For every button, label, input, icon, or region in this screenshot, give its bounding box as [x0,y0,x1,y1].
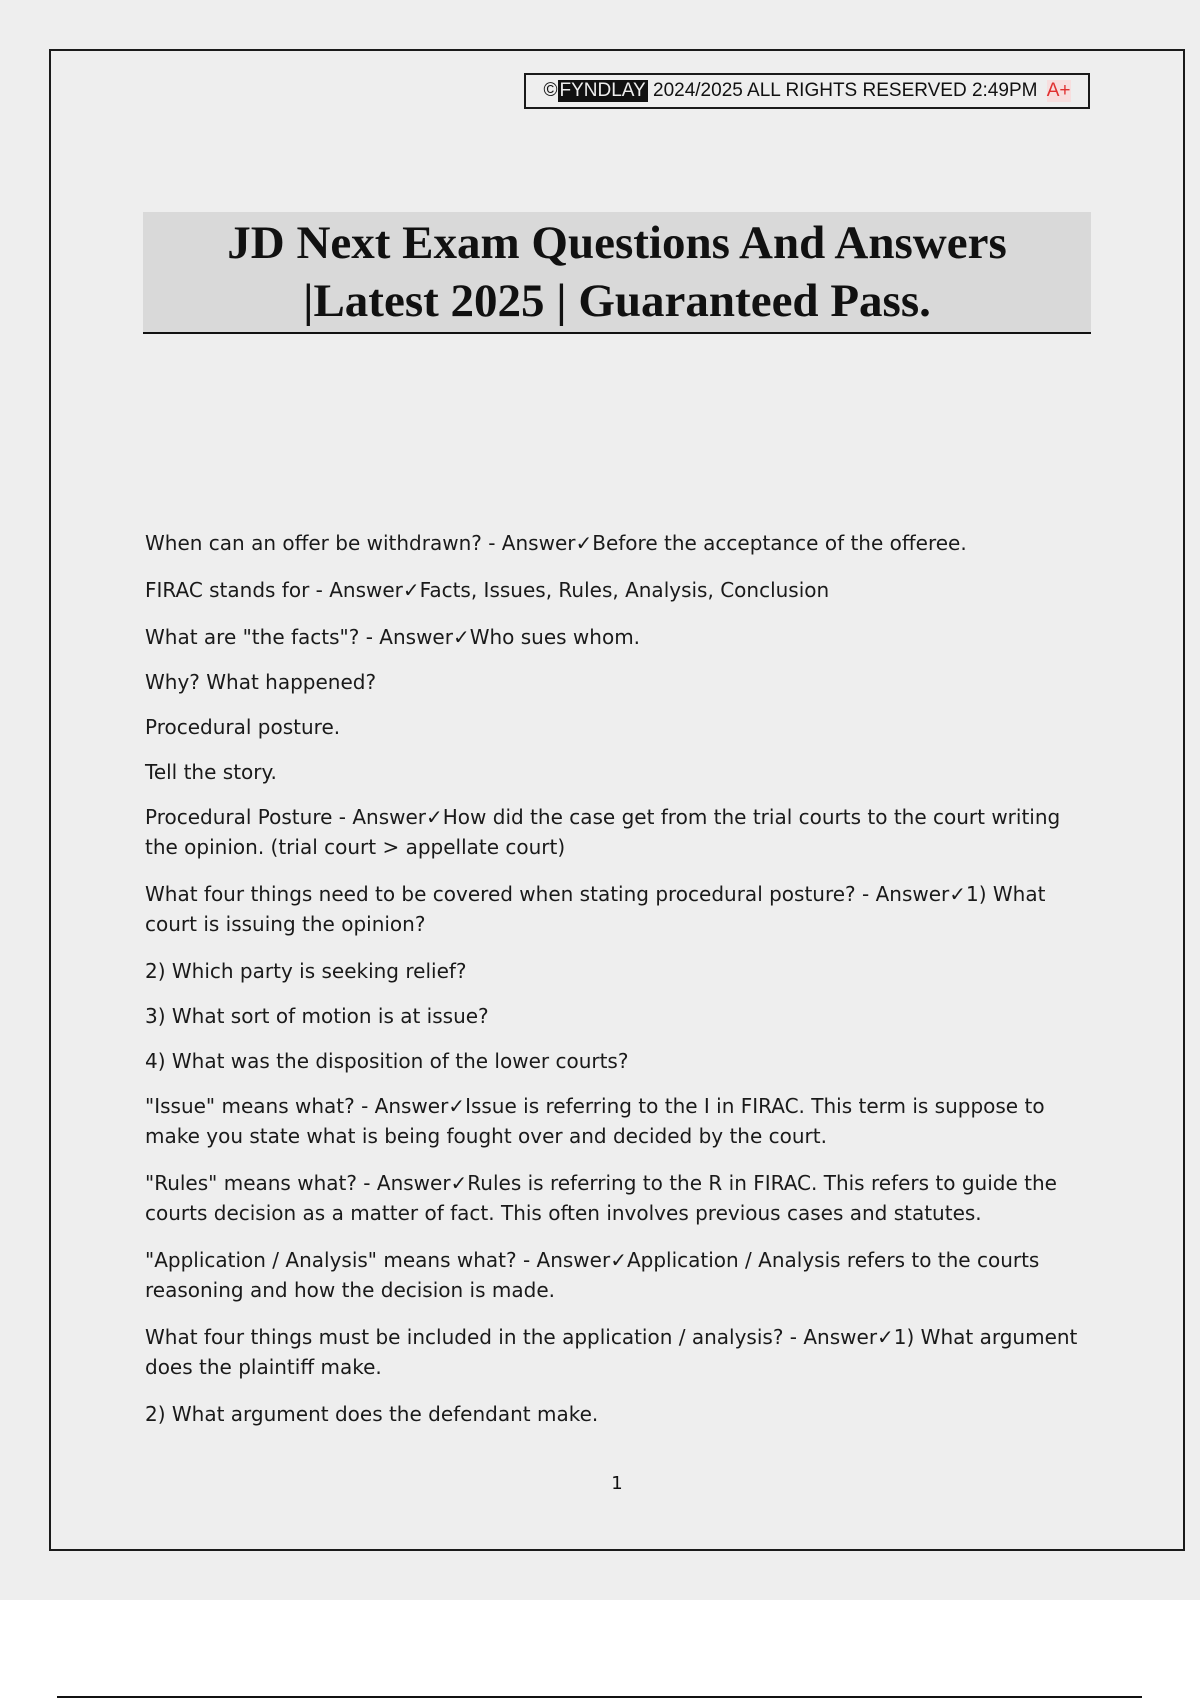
qa-paragraph: Tell the story. [145,760,277,784]
qa-paragraph: 3) What sort of motion is at issue? [145,1004,489,1028]
qa-paragraph: Procedural posture. [145,715,341,739]
qa-paragraph: "Issue" means what? - Answer✓Issue is referring to the I in FIRAC. This term is suppose to make you state what is being fought over and decided by the court. [145,1094,1045,1148]
copyright-header [524,73,1090,109]
brand-name: FYNDLAY [559,80,646,101]
copyright-symbol: © [543,80,558,101]
page-number: 1 [611,1473,623,1494]
qa-paragraph: 4) What was the disposition of the lower courts? [145,1049,629,1073]
qa-paragraph: What are "the facts"? - Answer✓Who sues whom. [145,625,641,649]
qa-paragraph: Why? What happened? [145,670,377,694]
qa-paragraph: What four things must be included in the application / analysis? - Answer✓1) What argument does the plaintiff make. [145,1325,1078,1379]
document-title [143,212,1091,334]
qa-paragraph: "Application / Analysis" means what? - Answer✓Application / Analysis refers to the courts reasoning and how the decision is made. [145,1248,1040,1302]
qa-paragraph: Procedural Posture - Answer✓How did the case get from the trial courts to the court writing the opinion. (trial court > appellate court) [145,805,1061,859]
qa-paragraph: 2) What argument does the defendant make. [145,1402,599,1426]
title-line-2: |Latest 2025 | Guaranteed Pass. [303,275,931,327]
qa-paragraph: FIRAC stands for - Answer✓Facts, Issues, Rules, Analysis, Conclusion [145,578,830,602]
qa-paragraph: "Rules" means what? - Answer✓Rules is referring to the R in FIRAC. This refers to guide the courts decision as a matter of fact. This often involves previous cases and statutes. [145,1171,1057,1225]
grade-badge: A+ [1046,80,1071,101]
next-page-divider [57,1696,1142,1698]
qa-paragraph: What four things need to be covered when stating procedural posture? - Answer✓1) What court is issuing the opinion? [145,882,1046,936]
qa-paragraph: 2) Which party is seeking relief? [145,959,467,983]
title-line-1: JD Next Exam Questions And Answers [227,217,1007,269]
rights-text: 2024/2025 ALL RIGHTS RESERVED 2:49PM [647,80,1043,101]
qa-content [145,528,1091,1446]
qa-paragraph: When can an offer be withdrawn? - Answer✓Before the acceptance of the offeree. [145,531,967,555]
